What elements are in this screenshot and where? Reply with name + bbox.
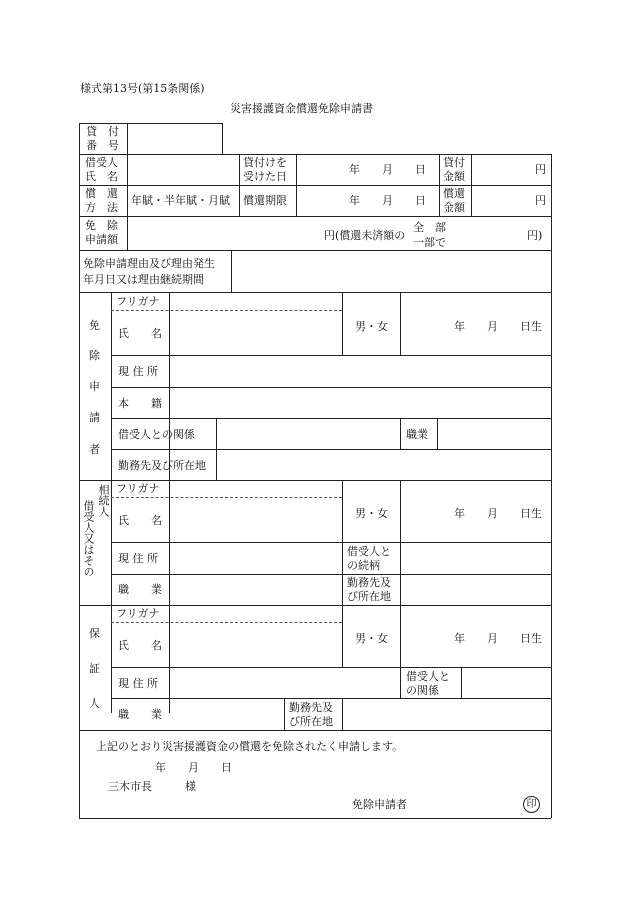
loan-date-label-l1: 貸付けを [243,156,287,169]
heir-section-label-col2: 借受人又はその [82,500,95,577]
loan-date-label-l2: 受けた日 [243,170,287,183]
guarantor-relation-label-l2: の関係 [406,684,439,697]
guarantor-occupation-label: 職 業 [118,708,162,721]
applicant-section-char-5: 者 [89,443,100,456]
heir-name-field[interactable] [171,499,340,540]
heir-address-label: 現 住 所 [118,552,158,565]
applicant-relation-field[interactable] [218,420,398,447]
guarantor-workplace-label-l1: 勤務先及 [289,701,333,714]
applicant-sex[interactable]: 男・女 [355,320,388,333]
loan-date-value[interactable]: 年 月 日 [349,163,426,176]
loan-number-label-l1: 貸 付 [86,125,119,138]
exemption-amount-text: 円(償還未済額の [324,229,406,242]
loan-amount-label-l2: 金額 [443,170,465,183]
guarantor-section-char-1: 保 [89,627,100,640]
heir-birth[interactable]: 年 月 日生 [454,507,542,520]
applicant-address-label: 現 住 所 [118,365,158,378]
loan-amount-unit: 円 [535,163,546,176]
guarantor-section-char-3: 人 [89,697,100,710]
heir-sex[interactable]: 男・女 [355,507,388,520]
guarantor-furigana-label: フリガナ [116,607,160,620]
declaration-text: 上記のとおり災害援護資金の償還を免除されたく申請します。 [96,740,404,753]
reason-field[interactable] [233,252,549,290]
guarantor-relation-label-l1: 借受人と [406,670,450,683]
applicant-relation-label: 借受人との関係 [118,428,195,441]
applicant-workplace-label: 勤務先及び所在地 [118,459,206,472]
loan-amount-label-l1: 貸付 [443,156,465,169]
heir-address-field[interactable] [171,544,340,572]
declaration-date[interactable]: 年 月 日 [155,761,232,774]
heir-workplace-field[interactable] [402,576,549,603]
heir-furigana-label: フリガナ [116,482,160,495]
applicant-name-field[interactable] [171,312,340,353]
repay-period-label: 償還期限 [243,194,287,207]
exemption-amount-tail: 円) [527,229,543,242]
repay-amount-unit: 円 [535,194,546,207]
applicant-occupation-label: 職業 [406,428,428,441]
borrower-name-label-l2: 氏 名 [85,170,118,183]
heir-relation-label-l2: の続柄 [347,559,380,572]
applicant-name-label: 氏 名 [118,327,162,340]
guarantor-birth[interactable]: 年 月 日生 [454,632,542,645]
applicant-furigana-label: フリガナ [116,295,160,308]
applicant-section-char-3: 申 [89,380,100,393]
heir-section-label-col1: 相続人 [97,484,110,517]
declaration-addressee: 三木市長 様 [108,780,196,793]
heir-name-label: 氏 名 [118,514,162,527]
repay-period-value[interactable]: 年 月 日 [349,194,426,207]
guarantor-address-field[interactable] [171,669,398,696]
heir-occupation-label: 職 業 [118,583,162,596]
borrower-name-label-l1: 借受人 [85,156,118,169]
repay-method-label-l2: 方 法 [85,201,118,214]
heir-relation-label-l1: 借受人と [347,545,391,558]
form-number: 様式第13号(第15条関係) [80,82,205,95]
applicant-section-char-1: 免 [89,319,100,332]
heir-workplace-label-l2: び所在地 [347,590,391,603]
loan-number-label-l2: 番 号 [86,139,119,152]
applicant-workplace-field[interactable] [218,451,549,478]
heir-workplace-label-l1: 勤務先及 [347,576,391,589]
applicant-domicile-label: 本 籍 [118,397,162,410]
guarantor-workplace-field[interactable] [344,700,549,728]
repay-method-label-l1: 償 還 [85,187,118,200]
seal-mark-icon: 印 [523,796,540,813]
reason-label-l1: 免除申請理由及び理由発生 [83,257,215,270]
guarantor-workplace-label-l2: び所在地 [289,715,333,728]
guarantor-sex[interactable]: 男・女 [355,632,388,645]
applicant-domicile-field[interactable] [171,389,549,416]
exemption-option-all[interactable]: 全 部 [413,221,446,234]
applicant-birth[interactable]: 年 月 日生 [454,320,542,333]
guarantor-section-char-2: 証 [89,662,100,675]
applicant-address-field[interactable] [171,357,549,385]
guarantor-address-label: 現 住 所 [118,677,158,690]
applicant-section-char-4: 請 [89,411,100,424]
guarantor-relation-field[interactable] [463,669,549,696]
guarantor-name-field[interactable] [171,624,340,665]
applicant-signature-label: 免除申請者 [352,798,407,811]
applicant-section-char-2: 除 [89,349,100,362]
exemption-option-part[interactable]: 一部で [413,236,446,249]
heir-occupation-field[interactable] [171,576,340,603]
form-title: 災害援護資金償還免除申請書 [230,102,373,115]
repay-amount-label-l2: 金額 [443,201,465,214]
repay-amount-label-l1: 償還 [443,187,465,200]
guarantor-occupation-field[interactable] [171,700,282,728]
borrower-name-field[interactable] [129,156,237,183]
guarantor-name-label: 氏 名 [118,639,162,652]
reason-label-l2: 年月日又は理由継続期間 [83,273,204,286]
repay-method-value[interactable]: 年賦・半年賦・月賦 [131,194,230,207]
loan-number-field[interactable] [129,125,220,152]
exemption-amount-label-l2: 申請額 [85,233,118,246]
applicant-occupation-field[interactable] [439,420,549,447]
heir-relation-field[interactable] [402,544,549,572]
exemption-amount-label-l1: 免 除 [85,219,118,232]
